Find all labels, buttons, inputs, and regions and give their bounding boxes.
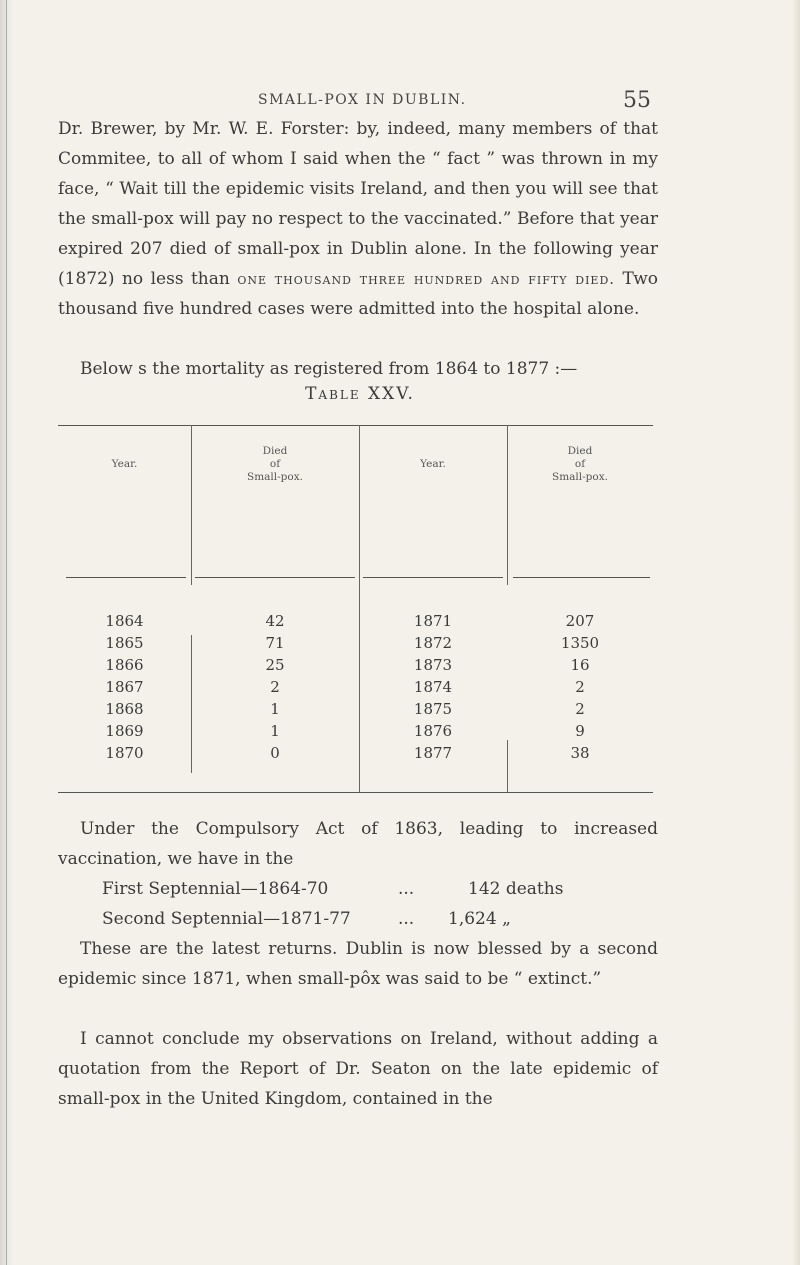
paragraph-2-text: Below s the mortality as registered from 1864 to 1877 :— xyxy=(80,359,578,379)
header-rule-2 xyxy=(195,577,355,578)
paragraph-1-text: Dr. Brewer, by Mr. W. E. Forster: by, indeed, many members of that Commitee, to all of whom I said when the “ fact ” was thrown in my face, “ Wait till the epidemic visits Ireland, and then you will see that the small-pox will pay no respect to the vaccinated.” Before that year expired 207 died of small-pox in Dublin alone. In the following year (1872) no less than xyxy=(58,119,658,289)
column-died-2 xyxy=(507,610,653,764)
table-bottom-rule xyxy=(58,792,653,793)
table-cell: 1 xyxy=(270,700,280,718)
header-died-2: Died of Small-pox. xyxy=(552,445,608,483)
page-binding-shadow xyxy=(0,0,14,1265)
header-year-1: Year. xyxy=(111,458,138,470)
paragraph-4-text: These are the latest returns. Dublin is now blessed by a second epidemic since 1871, when small-pôx was said to be “ extinct.” xyxy=(58,939,658,989)
septennial-row-first xyxy=(102,874,662,904)
running-head: SMALL-POX IN DUBLIN. xyxy=(258,92,467,108)
septennial-dots: ... xyxy=(398,909,415,929)
septennial-label: First Septennial—1864-70 xyxy=(102,879,329,899)
table-cell: 25 xyxy=(265,656,285,674)
table-cell: 2 xyxy=(270,678,280,696)
table-cell: 38 xyxy=(570,744,590,762)
septennial-value: 142 deaths xyxy=(468,879,564,899)
table-cell: 2 xyxy=(575,678,585,696)
table-title: Table XXV. xyxy=(305,384,415,404)
paragraph-5-text: I cannot conclude my observations on Ireland, without adding a quotation from the Report of Dr. Seaton on the late epidemic of small-pox in the United Kingdom, contained in the xyxy=(58,1029,658,1109)
table-cell: 71 xyxy=(265,634,285,652)
table-cell: 1864 xyxy=(105,612,144,630)
septennial-label: Second Septennial—1871-77 xyxy=(102,909,351,929)
header-rule-3 xyxy=(363,577,503,578)
paragraph-3-text: Under the Compulsory Act of 1863, leading to increased vaccination, we have in the xyxy=(58,819,658,869)
header-rule-1 xyxy=(66,577,186,578)
septennial-value: 1,624 „ xyxy=(448,909,511,929)
paragraph-5 xyxy=(58,1024,658,1114)
column-year-1 xyxy=(58,610,191,764)
page-number: 55 xyxy=(623,88,651,113)
septennial-dots: ... xyxy=(398,879,415,899)
binding-edge-line xyxy=(6,0,7,1265)
table-cell: 207 xyxy=(565,612,595,630)
table-cell: 1350 xyxy=(560,634,600,652)
septennial-row-second xyxy=(102,904,662,934)
table-cell: 1872 xyxy=(413,634,453,652)
paragraph-1-text-end: Two thousand five hundred cases were admitted into the hospital alone. xyxy=(58,269,659,319)
table-cell: 42 xyxy=(265,612,285,630)
table-cell: 1868 xyxy=(105,700,144,718)
table-cell: 1871 xyxy=(413,612,453,630)
paragraph-1 xyxy=(58,114,658,324)
table-cell: 1866 xyxy=(105,656,144,674)
table-cell: 1876 xyxy=(413,722,453,740)
table-top-rule xyxy=(58,425,653,426)
table-cell: 1867 xyxy=(105,678,144,696)
table-cell: 1877 xyxy=(413,744,453,762)
paragraph-3 xyxy=(58,814,658,874)
paragraph-1-smallcaps: one thousand three hundred and fifty died. xyxy=(237,270,616,288)
paragraph-2 xyxy=(58,354,658,384)
table-cell: 1870 xyxy=(105,744,144,762)
table-cell: 1869 xyxy=(105,722,144,740)
table-cell: 0 xyxy=(270,744,280,762)
table-cell: 1874 xyxy=(413,678,453,696)
header-year-2: Year. xyxy=(420,458,446,470)
paragraph-4 xyxy=(58,934,658,994)
septennial-list xyxy=(102,874,662,934)
table-cell: 1873 xyxy=(413,656,453,674)
column-year-2 xyxy=(359,610,507,764)
table-cell: 9 xyxy=(575,722,585,740)
header-rule-4 xyxy=(513,577,650,578)
table-cell: 16 xyxy=(570,656,590,674)
header-died-1: Died of Small-pox. xyxy=(247,445,303,483)
page-edge-shadow xyxy=(792,0,800,1265)
column-died-1 xyxy=(191,610,359,764)
table-cell: 1875 xyxy=(413,700,453,718)
table-cell: 1865 xyxy=(105,634,144,652)
table-cell: 1 xyxy=(270,722,280,740)
mortality-table xyxy=(58,425,653,795)
table-cell: 2 xyxy=(575,700,585,718)
